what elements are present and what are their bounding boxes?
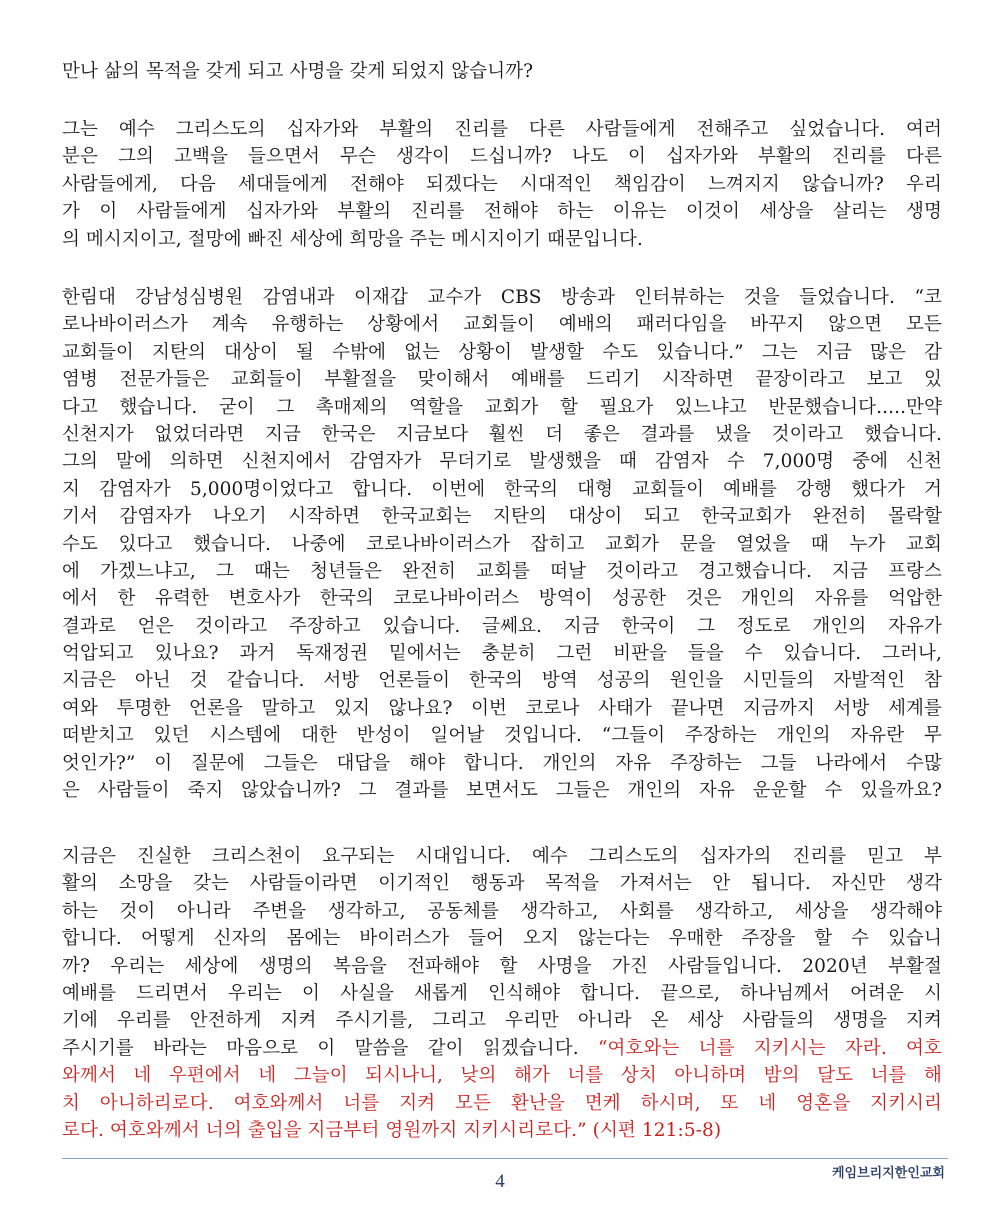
text-line: 억압되고 있나요? 과거 독재정권 밑에서는 충분히 그런 비판을 들을 수 있습니다. 그러나, — [62, 643, 942, 665]
scripture-quote: “여호와는 너를 지키시는 자라. 여호 — [597, 1037, 942, 1059]
text-line: 합니다. 어떻게 신자의 몸에는 바이러스가 들어 오지 않는다는 우매한 주장을 할 수 있습니 — [62, 928, 942, 950]
text-line: 분은 그의 고백을 들으면서 무슨 생각이 드십니까? 나도 이 십자가와 부활의 진리를 다른 — [62, 146, 942, 168]
text-line: 하는 것이 아니라 주변을 생각하고, 공동체를 생각하고, 사회를 생각하고, 세상을 생각해야 — [62, 900, 942, 922]
text-line: 여와 투명한 언론을 말하고 있지 않나요? 이번 코로나 사태가 끝나면 지금까지 서방 세계를 — [62, 697, 942, 719]
scripture-quote: 치 아니하리로다. 여호와께서 너를 지켜 모든 환난을 면케 하시며, 또 네 영혼을 지키시리 — [62, 1092, 942, 1114]
text-line: 까? 우리는 세상에 생명의 복음을 전파해야 할 사명을 가진 사람들입니다. 2020년 부활절 — [62, 955, 942, 977]
text-line: 염병 전문가들은 교회들이 부활절을 맞이해서 예배를 드리기 시작하면 끝장이라고 보고 있 — [62, 369, 942, 391]
text-line: 에 가겠느냐고, 그 때는 청년들은 완전히 교회를 떠날 것이라고 경고했습니다. 지금 프랑스 — [62, 560, 942, 582]
text-line: 주시기를 바라는 마음으로 이 말씀을 같이 읽겠습니다. “여호와는 너를 지키시는 자라. 여호 — [62, 1037, 942, 1059]
scripture-quote: 와께서 네 우편에서 네 그늘이 되시나니, 낮의 해가 너를 상치 아니하며 밤의 달도 너를 해 — [62, 1065, 942, 1087]
text-line: 지금은 진실한 크리스천이 요구되는 시대입니다. 예수 그리스도의 십자가의 진리를 믿고 부 — [62, 846, 942, 867]
text-line: 떠받치고 있던 시스템에 대한 반성이 일어날 것입니다. “그들이 주장하는 개인의 자유란 무 — [62, 725, 942, 747]
text-line: 로나바이러스가 계속 유행하는 상황에서 교회들이 예배의 패러다임을 바꾸지 않으면 모든 — [62, 314, 942, 336]
text-line: 에서 한 유력한 변호사가 한국의 코로나바이러스 방역이 성공한 것은 개인의 자유를 억압한 — [62, 588, 942, 610]
text-line: 그는 예수 그리스도의 십자가와 부활의 진리를 다른 사람들에게 전해주고 싶었습니다. 여러 — [62, 119, 942, 140]
paragraph-3 — [62, 284, 942, 804]
paragraph-4 — [62, 843, 942, 1144]
church-name: 케임브리지한인교회 — [831, 1166, 945, 1181]
text-line: 한림대 강남성심병원 감염내과 이재갑 교수가 CBS 방송과 인터뷰하는 것을 들었습니다. “코 — [62, 287, 942, 308]
text-line: 엇인가?” 이 질문에 그들은 대답을 해야 합니다. 개인의 자유 주장하는 그들 나라에서 수많 — [62, 752, 942, 774]
text-line: 다고 했습니다. 굳이 그 촉매제의 역할을 교회가 할 필요가 있느냐고 반문했습니다.....만약 — [62, 396, 942, 418]
text-line: 결과로 얻은 것이라고 주장하고 있습니다. 글쎄요. 지금 한국이 그 정도로 개인의 자유가 — [62, 615, 942, 637]
text-line: 지 감염자가 5,000명이었다고 합니다. 이번에 한국의 대형 교회들이 예배를 강행 했다가 거 — [62, 478, 942, 500]
text-line: 기에 우리를 안전하게 지켜 주시기를, 그리고 우리만 아니라 온 세상 사람들의 생명을 지켜 — [62, 1010, 942, 1032]
text-line: 가 이 사람들에게 십자가와 부활의 진리를 전해야 하는 이유는 이것이 세상을 살리는 생명 — [62, 201, 942, 223]
paragraph-1 — [62, 58, 942, 85]
text-line: 기서 감염자가 나오기 시작하면 한국교회는 지탄의 대상이 되고 한국교회가 완전히 몰락할 — [62, 506, 942, 528]
text-line: 활의 소망을 갖는 사람들이라면 이기적인 행동과 목적을 가져서는 안 됩니다. 자신만 생각 — [62, 873, 942, 895]
text-line: 그의 말에 의하면 신천지에서 감염자가 무더기로 발생했을 때 감염자 수 7,000명 중에 신천 — [62, 451, 942, 473]
text-line: 사람들에게, 다음 세대들에게 전해야 되겠다는 시대적인 책임감이 느껴지지 않습니까? 우리 — [62, 173, 942, 195]
text-line: 지금은 아닌 것 같습니다. 서방 언론들이 한국의 방역 성공의 원인을 시민들의 자발적인 참 — [62, 670, 942, 692]
text-line: 수도 있다고 했습니다. 나중에 코로나바이러스가 잡히고 교회가 문을 열었을 때 누가 교회 — [62, 533, 942, 555]
text-line: 신천지가 없었더라면 지금 한국은 지금보다 훨씬 더 좋은 결과를 냈을 것이라고 했습니다. — [62, 423, 942, 445]
paragraph-2 — [62, 116, 942, 253]
footer-rule — [62, 1158, 948, 1159]
scripture-quote: 로다. 여호와께서 너의 출입을 지금부터 영원까지 지키시리로다.” (시편 121:5-8) — [62, 1119, 722, 1141]
text-line: 예배를 드리면서 우리는 이 사실을 새롭게 인식해야 합니다. 끝으로, 하나님께서 어려운 시 — [62, 982, 942, 1004]
page-number: 4 — [495, 1171, 505, 1192]
text-line: 의 메시지이고, 절망에 빠진 세상에 희망을 주는 메시지이기 때문입니다. — [62, 228, 643, 250]
text-line: 만나 삶의 목적을 갖게 되고 사명을 갖게 되었지 않습니까? — [62, 61, 534, 82]
text-line: 은 사람들이 죽지 않았습니까? 그 결과를 보면서도 그들은 개인의 자유 운운할 수 있을까요? — [62, 780, 942, 802]
text-line: 교회들이 지탄의 대상이 될 수밖에 없는 상황이 발생할 수도 있습니다.” 그는 지금 많은 감 — [62, 341, 942, 363]
